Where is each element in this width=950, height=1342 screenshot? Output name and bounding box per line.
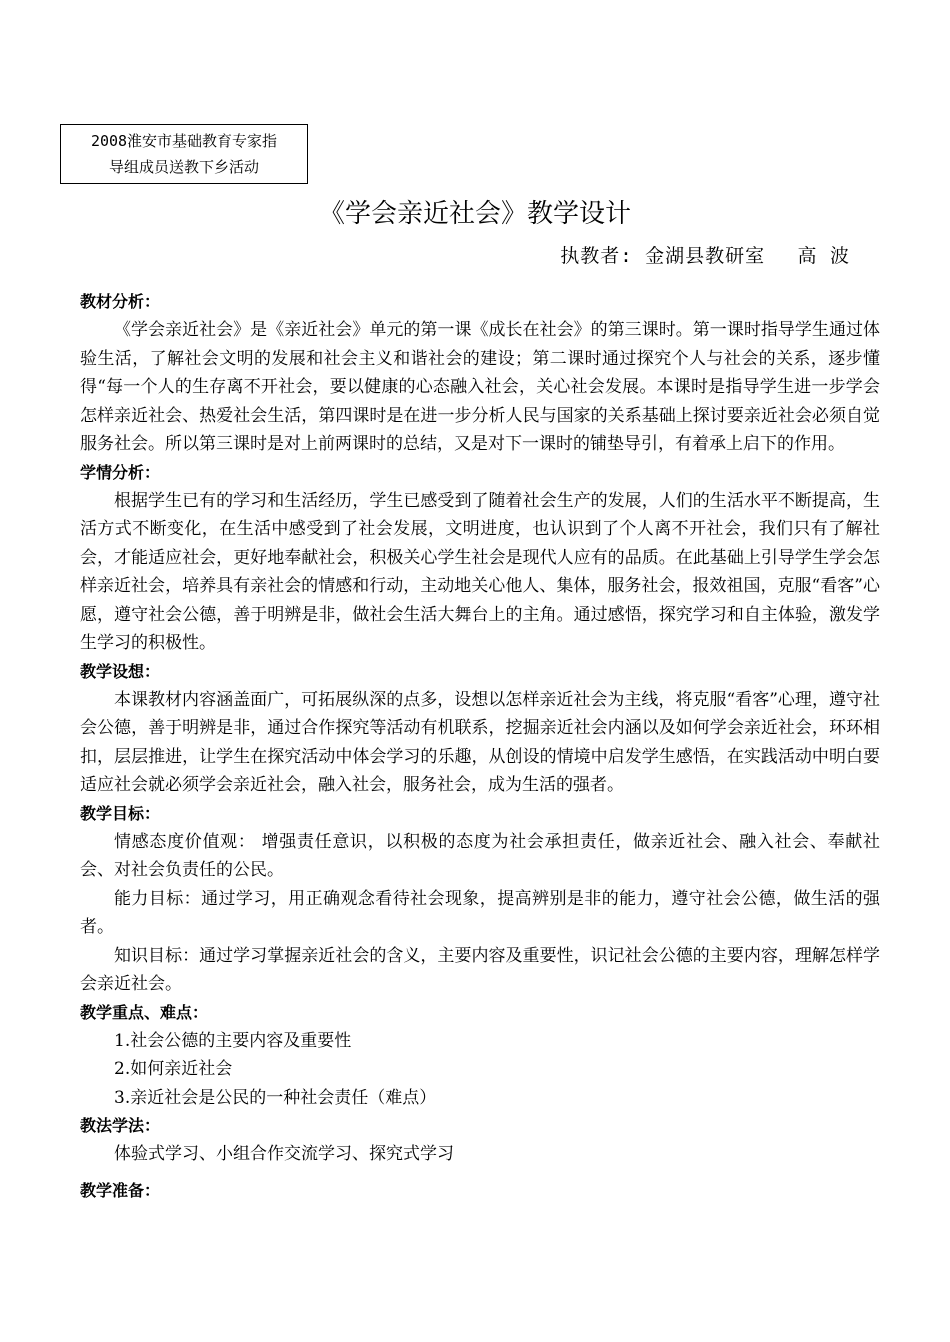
paragraph: 根据学生已有的学习和生活经历，学生已感受到了随着社会生产的发展，人们的生活水平不断提高，生活方式不断变化，在生活中感受到了社会发展，文明进度，也认识到了个人离不开社会，我们只有了解社会，才能适应社会，更好地奉献社会，积极关心学生社会是现代人应有的品质。在此基础上引导学生学会怎样亲近社会，培养具有亲社会的情感和行动，主动地关心他人、集体，服务社会，报效祖国，克服“看客”心愿，遵守社会公德，善于明辨是非，做社会生活大舞台上的主角。通过感悟，探究学习和自主体验，激发学生学习的积极性。 <box>80 490 880 653</box>
paragraph: 知识目标：通过学习掌握亲近社会的含义，主要内容及重要性，识记社会公德的主要内容，理解怎样学会亲近社会。 <box>80 945 880 994</box>
paragraph: 能力目标：通过学习，用正确观念看待社会现象，提高辨别是非的能力，遵守社会公德，做生活的强者。 <box>80 888 880 937</box>
section-heading-teaching-preparation: 教学准备： <box>80 1180 161 1200</box>
section-heading-student-analysis: 学情分析： <box>80 462 161 482</box>
paragraph: 情感态度价值观： 增强责任意识，以积极的态度为社会承担责任，做亲近社会、融入社会、奉献社会、对社会负责任的公民。 <box>80 831 880 880</box>
list-item: 3.亲近社会是公民的一种社会责任（难点） <box>114 1087 437 1108</box>
paragraph: 《学会亲近社会》是《亲近社会》单元的第一课《成长在社会》的第三课时。第一课时指导学生通过体验生活，了解社会文明的发展和社会主义和谐社会的建设；第二课时通过探究个人与社会的关系，逐步懂得“每一个人的生存离不开社会，要以健康的心态融入社会，关心社会发展。本课时是指导学生进一步学会怎样亲近社会、热爱社会生活，第四课时是在进一步分析人民与国家的关系基础上探讨要亲近社会必须自觉服务社会。所以第三课时是对上前两课时的总结，又是对下一课时的铺垫导引，有着承上启下的作用。 <box>80 320 880 454</box>
section-heading-material-analysis: 教材分析： <box>80 292 161 311</box>
document-body <box>80 288 880 1205</box>
list-item: 1.社会公德的主要内容及重要性 <box>114 1030 352 1051</box>
paragraph: 本课教材内容涵盖面广，可拓展纵深的点多，设想以怎样亲近社会为主线，将克服“看客”心理，遵守社会公德，善于明辨是非，通过合作探究等活动有机联系，挖掘亲近社会内涵以及如何学会亲近社会，环环相扣，层层推进，让学生在探究活动中体会学习的乐趣，从创设的情境中启发学生感悟，在实践活动中明白要适应社会就必须学会亲近社会，融入社会，服务社会，成为生活的强者。 <box>80 689 880 795</box>
activity-header-line-2: 导组成员送教下乡活动 <box>108 158 259 176</box>
section-heading-key-points: 教学重点、难点： <box>80 1002 209 1022</box>
section-heading-teaching-goals: 教学目标： <box>80 803 161 823</box>
section-heading-teaching-concept: 教学设想： <box>80 661 161 681</box>
paragraph: 体验式学习、小组合作交流学习、探究式学习 <box>114 1144 454 1164</box>
section-heading-teaching-methods: 教法学法： <box>80 1116 161 1135</box>
list-item: 2.如何亲近社会 <box>114 1059 233 1079</box>
activity-header-line-1: 2008淮安市基础教育专家指 <box>90 132 278 150</box>
document-title: 《学会亲近社会》教学设计 <box>318 199 631 229</box>
author-line: 执教者: 金湖县教研室 高 波 <box>560 245 850 267</box>
activity-header-box <box>60 124 308 184</box>
